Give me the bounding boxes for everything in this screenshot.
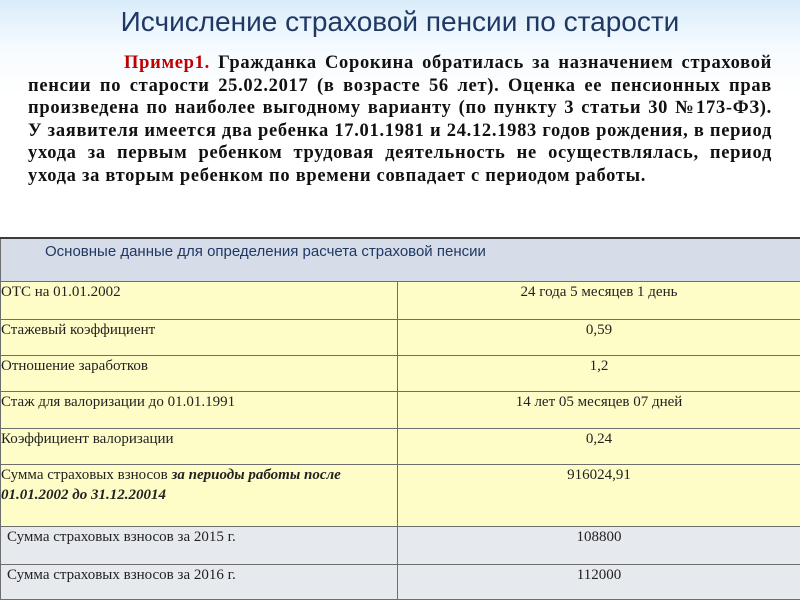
row-value: 916024,91	[398, 465, 800, 527]
table-header: Основные данные для определения расчета страховой пенсии	[1, 238, 800, 282]
row-label: Стаж для валоризации до 01.01.1991	[1, 392, 398, 429]
example-paragraph	[28, 52, 772, 187]
table-header-row	[1, 238, 800, 282]
slide-title: Исчисление страховой пенсии по старости	[120, 6, 680, 37]
row-label-emphasis: за периоды работы после 01.01.2002 до 31.12.20014	[1, 467, 341, 503]
row-label: Отношение заработков	[1, 356, 398, 392]
table-row	[1, 392, 800, 429]
table-row	[1, 527, 800, 565]
row-value: 112000	[398, 565, 800, 600]
table-row	[1, 356, 800, 392]
table-row	[1, 465, 800, 527]
row-value: 24 года 5 месяцев 1 день	[398, 282, 800, 320]
row-label: Стажевый коэффициент	[1, 320, 398, 356]
table-row	[1, 565, 800, 600]
row-label: Коэффициент валоризации	[1, 429, 398, 465]
row-label: ОТС на 01.01.2002	[1, 282, 398, 320]
row-value: 14 лет 05 месяцев 07 дней	[398, 392, 800, 429]
row-label	[1, 465, 398, 527]
row-value: 1,2	[398, 356, 800, 392]
example-label: Пример1.	[124, 53, 210, 73]
example-text: Гражданка Сорокина обратилась за назначением страховой пенсии по старости 25.02.2017 (в возрасте 56 лет). Оценка ее пенсионных прав произведена по наиболее выгодному варианту (по пункту 3 статьи 30 №173-ФЗ). У заявителя имеется два ребенка 17.01.1981 и 24.12.1983 годов рождения, в период ухода за первым ребенком трудовая деятельность не осуществлялась, период ухода за вторым ребенком по времени совпадает с периодом работы.	[28, 53, 772, 186]
row-value: 108800	[398, 527, 800, 565]
row-label-plain: Сумма страховых взносов	[1, 467, 172, 483]
table-row	[1, 282, 800, 320]
pension-data-table	[0, 237, 800, 600]
row-label: Сумма страховых взносов за 2015 г.	[1, 527, 398, 565]
row-value: 0,59	[398, 320, 800, 356]
table-row	[1, 320, 800, 356]
table-row	[1, 429, 800, 465]
row-value: 0,24	[398, 429, 800, 465]
row-label: Сумма страховых взносов за 2016 г.	[1, 565, 398, 600]
